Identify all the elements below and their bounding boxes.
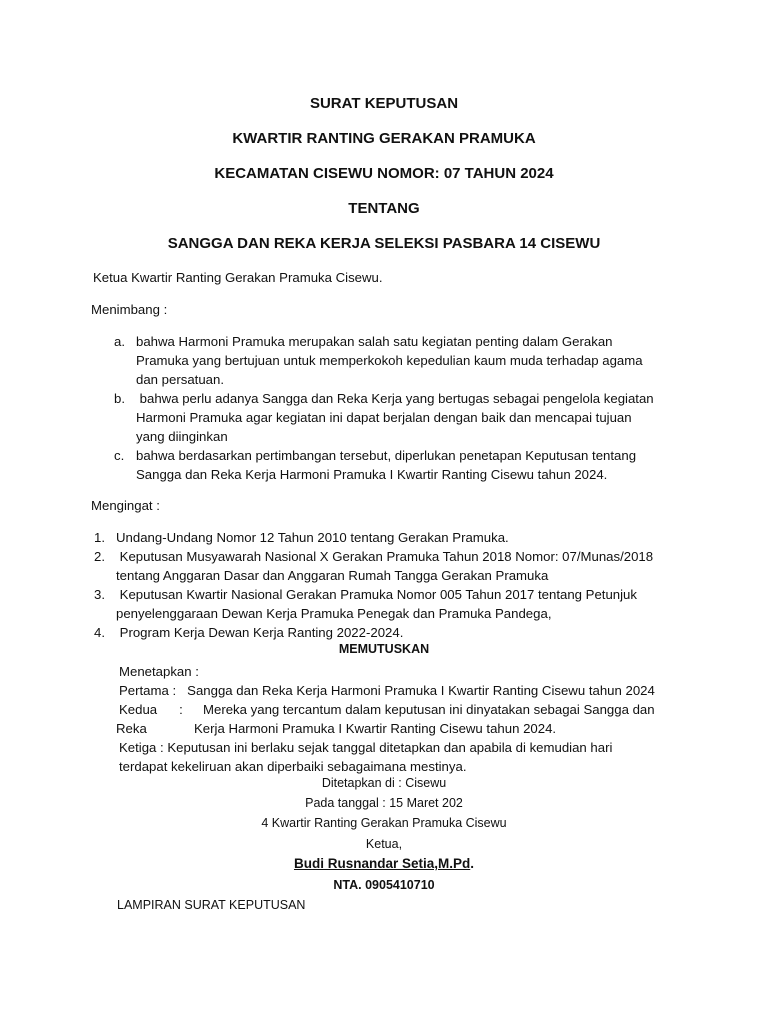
mengingat-item-4-line1: Program Kerja Dewan Kerja Ranting 2022-2024. <box>116 625 404 640</box>
doc-subject: SANGGA DAN REKA KERJA SELEKSI PASBARA 14 CISEWU <box>167 235 601 252</box>
doc-number: KECAMATAN CISEWU NOMOR: 07 TAHUN 2024 <box>214 165 554 182</box>
menimbang-item-c-line1: bahwa berdasarkan pertimbangan tersebut, diperlukan penetapan Keputusan tentang <box>136 448 637 463</box>
signature-name-line <box>0 856 768 871</box>
mengingat-item-2-line2: tentang Anggaran Dasar dan Anggaran Rumah Tangga Gerakan Pramuka <box>116 568 549 583</box>
menetapkan-label: Menetapkan : <box>119 664 199 679</box>
mengingat-marker-2: 2. <box>94 549 105 564</box>
ketiga-text-line2: terdapat kekeliruan akan diperbaiki sebagaimana mestinya. <box>119 759 467 774</box>
mengingat-item-2-line1: Keputusan Musyawarah Nasional X Gerakan Pramuka Tahun 2018 Nomor: 07/Munas/2018 <box>116 549 654 564</box>
kedua-text-line2: Kerja Harmoni Pramuka I Kwartir Ranting Cisewu tahun 2024. <box>194 721 557 736</box>
kedua-label: Kedua : <box>119 702 183 717</box>
kedua-reka-word: Reka <box>116 721 147 736</box>
signature-nta: NTA. 0905410710 <box>333 878 435 892</box>
menimbang-item-b-line1: bahwa perlu adanya Sangga dan Reka Kerja yang bertugas sebagai pengelola kegiatan <box>136 391 654 406</box>
lampiran-label: LAMPIRAN SURAT KEPUTUSAN <box>117 898 306 912</box>
menimbang-item-b-line3: yang diinginkan <box>136 429 228 444</box>
mengingat-marker-3: 3. <box>94 587 105 602</box>
memutuskan-heading: MEMUTUSKAN <box>338 642 430 656</box>
signature-name: Budi Rusnandar Setia,M.Pd <box>293 856 471 871</box>
doc-title: SURAT KEPUTUSAN <box>309 95 459 112</box>
menimbang-marker-b: b. <box>114 391 125 406</box>
mengingat-item-3-line2: penyelenggaraan Dewan Kerja Pramuka Penegak dan Pramuka Pandega, <box>116 606 552 621</box>
mengingat-item-1-line1: Undang-Undang Nomor 12 Tahun 2010 tentang Gerakan Pramuka. <box>116 530 509 545</box>
signature-place: Ditetapkan di : Cisewu <box>321 776 447 790</box>
signature-org: 4 Kwartir Ranting Gerakan Pramuka Cisewu <box>261 816 507 830</box>
pertama-text: Pertama : Sangga dan Reka Kerja Harmoni Pramuka I Kwartir Ranting Cisewu tahun 2024 <box>119 683 655 698</box>
mengingat-heading: Mengingat : <box>91 498 160 513</box>
menimbang-item-a-line3: dan persatuan. <box>136 372 224 387</box>
mengingat-marker-4: 4. <box>94 625 105 640</box>
signature-name-period: . <box>470 856 475 871</box>
ketiga-text-line1: Ketiga : Keputusan ini berlaku sejak tanggal ditetapkan dan apabila di kemudian hari <box>119 740 613 755</box>
kedua-text-line1: Mereka yang tercantum dalam keputusan ini dinyatakan sebagai Sangga dan <box>203 702 655 717</box>
doc-tentang: TENTANG <box>348 200 420 217</box>
menimbang-marker-c: c. <box>114 448 125 463</box>
mengingat-item-3-line1: Keputusan Kwartir Nasional Gerakan Pramuka Nomor 005 Tahun 2017 tentang Petunjuk <box>116 587 637 602</box>
intro-text: Ketua Kwartir Ranting Gerakan Pramuka Cisewu. <box>93 270 383 285</box>
menimbang-item-c-line2: Sangga dan Reka Kerja Harmoni Pramuka I Kwartir Ranting Cisewu tahun 2024. <box>136 467 608 482</box>
menimbang-item-a-line1: bahwa Harmoni Pramuka merupakan salah satu kegiatan penting dalam Gerakan <box>136 334 613 349</box>
mengingat-marker-1: 1. <box>94 530 105 545</box>
menimbang-marker-a: a. <box>114 334 125 349</box>
signature-date: Pada tanggal : 15 Maret 202 <box>305 796 463 810</box>
doc-subtitle-org: KWARTIR RANTING GERAKAN PRAMUKA <box>232 130 536 147</box>
menimbang-item-b-line2: Harmoni Pramuka agar kegiatan ini dapat berjalan dengan baik dan mencapai tujuan <box>136 410 632 425</box>
signature-role: Ketua, <box>365 837 403 851</box>
menimbang-item-a-line2: Pramuka yang bertujuan untuk memperkokoh kepedulian kaum muda terhadap agama <box>136 353 643 368</box>
menimbang-heading: Menimbang : <box>91 302 168 317</box>
